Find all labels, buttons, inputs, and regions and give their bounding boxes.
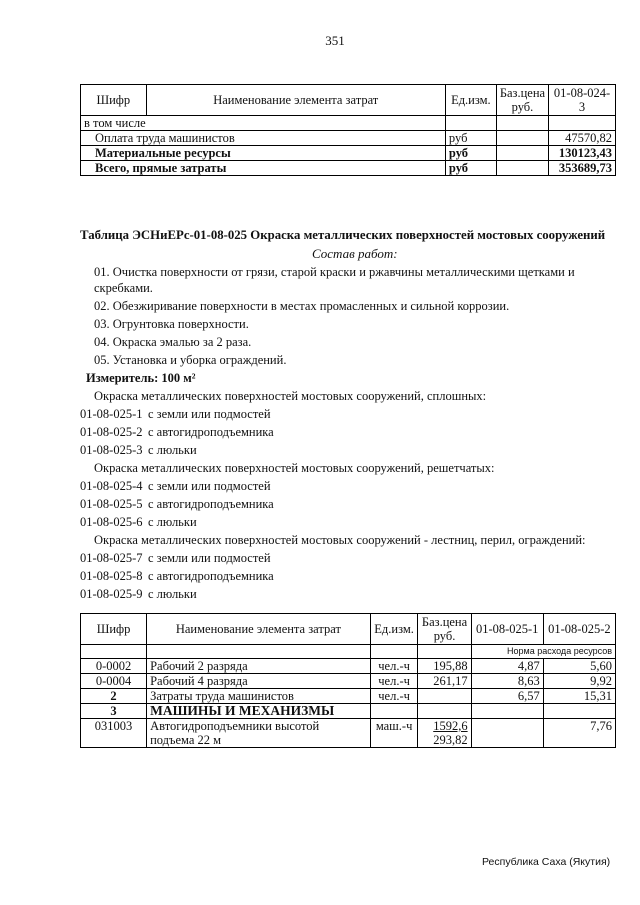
t2-row-v2: 5,60 (543, 659, 615, 674)
group-title: Окраска металлических поверхностей мостовых сооружений, сплошных: (94, 389, 487, 403)
t1-header-price: Баз.цена руб. (496, 85, 548, 116)
group-title: Окраска металлических поверхностей мостовых сооружений, решетчатых: (94, 461, 495, 475)
t1-row-value: 47570,82 (549, 131, 616, 146)
item-text: с автогидроподъемника (148, 569, 274, 583)
t2-row-code: 0-0004 (81, 674, 147, 689)
item-code: 01-08-025-7 (80, 551, 143, 565)
group-item (80, 551, 271, 566)
norm-label: Норма расхода ресурсов (471, 645, 615, 659)
item-text: с люльки (148, 515, 197, 529)
t2-section-code: 3 (81, 704, 147, 719)
item-code: 01-08-025-9 (80, 587, 143, 601)
item-text: с земли или подмостей (148, 479, 271, 493)
group-item (80, 443, 197, 458)
item-code: 01-08-025-4 (80, 479, 143, 493)
page-number: 351 (325, 33, 345, 48)
group-item (80, 497, 274, 512)
t1-header-col: 01-08-024-3 (549, 85, 616, 116)
t1-row-unit: руб (445, 131, 496, 146)
t2-machine-v2: 7,76 (543, 719, 615, 748)
t2-header-col1: 01-08-025-1 (471, 614, 543, 645)
t1-row-name: Материальные ресурсы (81, 146, 446, 161)
t2-machine-name (147, 719, 371, 748)
t2-row-price: 195,88 (418, 659, 471, 674)
item-code: 01-08-025-2 (80, 425, 143, 439)
t2-row-v1: 4,87 (471, 659, 543, 674)
t2-machine-unit: маш.-ч (370, 719, 418, 748)
t2-row-code: 0-0002 (81, 659, 147, 674)
group-item (80, 587, 197, 602)
group-item (80, 425, 274, 440)
t2-row-name: Рабочий 4 разряда (147, 674, 371, 689)
t2-row-name: Затраты труда машинистов (147, 689, 371, 704)
item-code: 01-08-025-8 (80, 569, 143, 583)
t2-row-price (418, 689, 471, 704)
group-item (80, 515, 197, 530)
t2-row-v1: 8,63 (471, 674, 543, 689)
t2-row-v2: 15,31 (543, 689, 615, 704)
section-subtitle: Состав работ: (312, 246, 398, 261)
t2-row-unit: чел.-ч (370, 659, 418, 674)
item-text: с земли или подмостей (148, 551, 271, 565)
t2-header-price: Баз.цена руб. (418, 614, 471, 645)
t1-row-name: Оплата труда машинистов (81, 131, 446, 146)
group-item (80, 407, 271, 422)
t2-row-unit: чел.-ч (370, 674, 418, 689)
t1-row-value: 130123,43 (549, 146, 616, 161)
t1-header-unit: Ед.изм. (445, 85, 496, 116)
t2-row-unit: чел.-ч (370, 689, 418, 704)
work-item: 02. Обезжиривание поверхности в местах промасленных и сильной коррозии. (94, 299, 510, 313)
item-text: с автогидроподъемника (148, 425, 274, 439)
t1-header-code: Шифр (81, 85, 147, 116)
t2-machine-price2: 293,82 (433, 733, 468, 747)
t2-machine-price1: 1592,6 (433, 719, 468, 733)
t2-machine-name-line1: Автогидроподъемники высотой (150, 719, 320, 733)
measure-label: Измеритель: 100 м² (86, 371, 196, 385)
t2-machine-price (418, 719, 471, 748)
t1-row-label: в том числе (81, 116, 446, 131)
footer-region: Республика Саха (Якутия) (482, 856, 611, 868)
table-2 (80, 613, 616, 748)
t2-row-v1: 6,57 (471, 689, 543, 704)
table-1 (80, 84, 616, 176)
t2-row-v2: 9,92 (543, 674, 615, 689)
group-item (80, 569, 274, 584)
item-code: 01-08-025-3 (80, 443, 143, 457)
work-item: скребками. (94, 281, 153, 295)
t2-row-name: Рабочий 2 разряда (147, 659, 371, 674)
t2-row-price: 261,17 (418, 674, 471, 689)
item-text: с земли или подмостей (148, 407, 271, 421)
item-code: 01-08-025-5 (80, 497, 143, 511)
t1-row-unit: руб (445, 161, 496, 176)
item-text: с автогидроподъемника (148, 497, 274, 511)
t2-row-code: 2 (81, 689, 147, 704)
item-text: с люльки (148, 443, 197, 457)
work-item: 04. Окраска эмалью за 2 раза. (94, 335, 252, 349)
item-text: с люльки (148, 587, 197, 601)
work-item: 01. Очистка поверхности от грязи, старой краски и ржавчины металлическими щетками и (94, 265, 575, 279)
t2-machine-name-line2: подъема 22 м (150, 733, 222, 747)
t2-section-name: МАШИНЫ И МЕХАНИЗМЫ (147, 704, 371, 719)
t2-header-unit: Ед.изм. (370, 614, 418, 645)
work-item: 05. Установка и уборка ограждений. (94, 353, 287, 367)
group-title: Окраска металлических поверхностей мостовых сооружений - лестниц, перил, ограждений: (94, 533, 586, 547)
section-title: Таблица ЭСНиЕРс-01-08-025 Окраска металлических поверхностей мостовых сооружений (80, 228, 606, 242)
item-code: 01-08-025-1 (80, 407, 143, 421)
t2-machine-v1 (471, 719, 543, 748)
t1-row-unit: руб (445, 146, 496, 161)
t1-row-name: Всего, прямые затраты (81, 161, 446, 176)
group-item (80, 479, 271, 494)
item-code: 01-08-025-6 (80, 515, 143, 529)
t2-header-col2: 01-08-025-2 (543, 614, 615, 645)
t2-machine-code: 031003 (81, 719, 147, 748)
work-item: 03. Огрунтовка поверхности. (94, 317, 249, 331)
t1-row-value: 353689,73 (549, 161, 616, 176)
t1-header-name: Наименование элемента затрат (146, 85, 445, 116)
t2-header-code: Шифр (81, 614, 147, 645)
t2-header-name: Наименование элемента затрат (147, 614, 371, 645)
